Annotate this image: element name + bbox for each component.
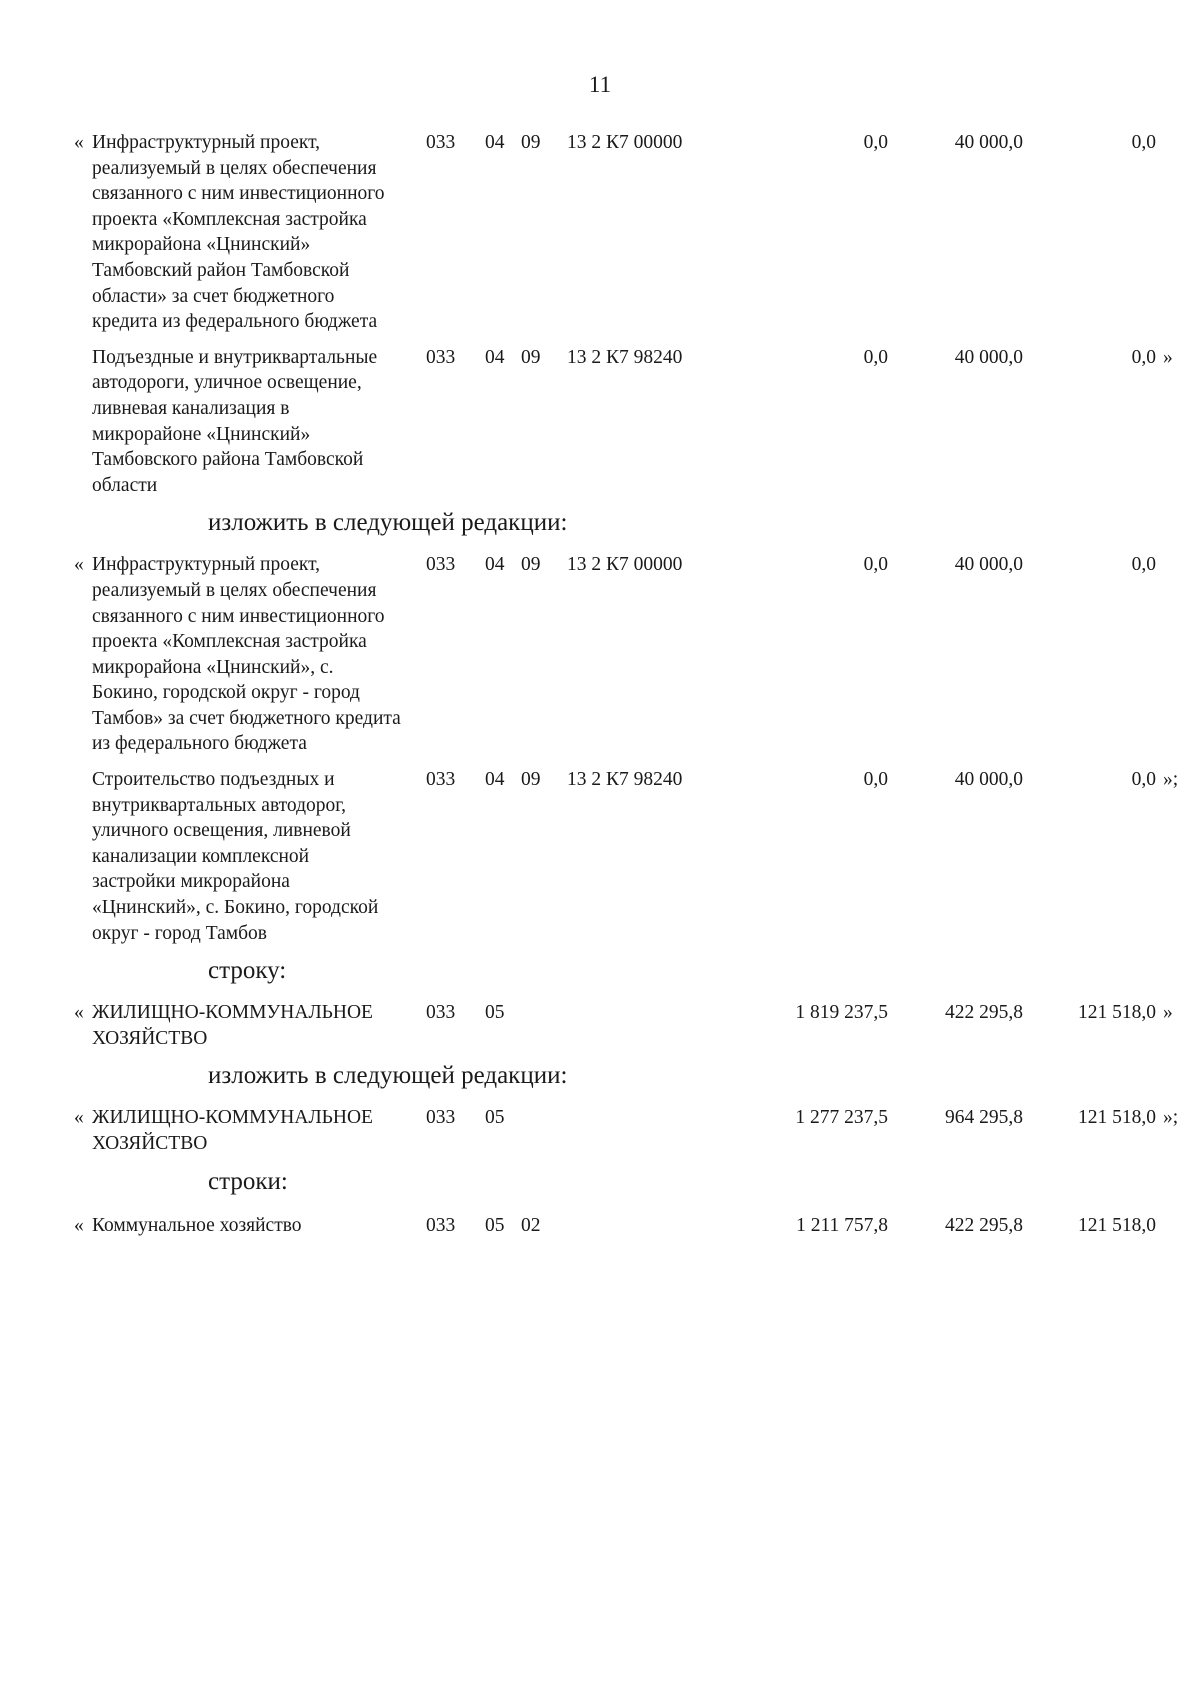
cell-amount-year2: 40 000,0 xyxy=(954,132,1023,153)
cell-section: 04 xyxy=(485,769,505,791)
budget-amendments xyxy=(0,130,1200,1238)
page-number: 11 xyxy=(588,72,612,97)
opening-quote: « xyxy=(74,1214,84,1236)
cell-amount-year3: 121 518,0 xyxy=(1078,1107,1156,1129)
table-row xyxy=(0,1105,1200,1156)
cell-subsection: 09 xyxy=(521,769,541,791)
instruction-text: строку: xyxy=(208,957,287,985)
cell-amount-year2: 422 295,8 xyxy=(945,1002,1023,1024)
cell-subsection: 09 xyxy=(521,132,541,153)
cell-amount-year2: 40 000,0 xyxy=(954,769,1023,791)
cell-subsection: 09 xyxy=(521,554,541,576)
closing-quote: » xyxy=(1163,346,1173,368)
cell-grbs: 033 xyxy=(426,132,456,153)
table-row xyxy=(0,345,1200,499)
cell-amount-year3: 0,0 xyxy=(1131,554,1156,576)
instruction-text: строки: xyxy=(208,1167,288,1195)
table-row xyxy=(0,1000,1200,1051)
cell-amount-year2: 40 000,0 xyxy=(954,346,1023,368)
cell-amount-year1: 0,0 xyxy=(863,769,888,791)
cell-amount-year3: 0,0 xyxy=(1131,132,1156,153)
opening-quote: « xyxy=(74,1107,84,1129)
cell-section: 04 xyxy=(485,554,505,576)
cell-amount-year3: 121 518,0 xyxy=(1078,1002,1156,1024)
cell-item-name: Коммунальное хозяйство xyxy=(92,1214,302,1236)
cell-subsection: 09 xyxy=(521,346,541,368)
cell-subsection: 02 xyxy=(521,1214,541,1236)
cell-amount-year3: 121 518,0 xyxy=(1078,1214,1156,1236)
opening-quote: « xyxy=(74,554,84,576)
cell-section: 05 xyxy=(485,1002,505,1024)
closing-quote: »; xyxy=(1163,769,1179,791)
instruction-text: изложить в следующей редакции: xyxy=(208,1062,568,1090)
cell-section: 04 xyxy=(485,132,505,153)
opening-quote: « xyxy=(74,1002,84,1024)
table-row xyxy=(0,1213,1200,1239)
cell-item-name: Строительство подъездных и внутриквартальных автодорог, уличного освещения, ливневой канализации комплексной застройки микрорайона «Цнинский», с. Бокино, городской округ - город Тамбов xyxy=(92,769,379,944)
cell-section: 05 xyxy=(485,1214,505,1236)
cell-grbs: 033 xyxy=(426,1002,456,1024)
cell-amount-year1: 0,0 xyxy=(863,346,888,368)
cell-target-article: 13 2 К7 00000 xyxy=(567,554,683,576)
cell-amount-year2: 422 295,8 xyxy=(945,1214,1023,1236)
cell-section: 05 xyxy=(485,1107,505,1129)
table-row xyxy=(0,552,1200,757)
cell-item-name: Подъездные и внутриквартальные автодороги, уличное освещение, ливневая канализация в микрорайоне «Цнинский» Тамбовского района Тамбовской области xyxy=(92,346,378,496)
closing-quote: » xyxy=(1163,1002,1173,1024)
table-row xyxy=(0,767,1200,946)
cell-item-name: ЖИЛИЩНО-КОММУНАЛЬНОЕ ХОЗЯЙСТВО xyxy=(92,1107,373,1154)
cell-item-name: ЖИЛИЩНО-КОММУНАЛЬНОЕ ХОЗЯЙСТВО xyxy=(92,1002,373,1049)
cell-target-article: 13 2 К7 00000 xyxy=(567,132,683,153)
cell-grbs: 033 xyxy=(426,1107,456,1129)
cell-amount-year3: 0,0 xyxy=(1131,346,1156,368)
cell-amount-year3: 0,0 xyxy=(1131,769,1156,791)
cell-grbs: 033 xyxy=(426,554,456,576)
cell-target-article: 13 2 К7 98240 xyxy=(567,769,683,791)
cell-grbs: 033 xyxy=(426,346,456,368)
cell-item-name: Инфраструктурный проект, реализуемый в целях обеспечения связанного с ним инвестиционного проекта «Комплексная застройка микрорайона «Цнинский» Тамбовский район Тамбовской области» за счет бюджетного кредита из федерального бюджета xyxy=(92,132,385,333)
instruction-text: изложить в следующей редакции: xyxy=(208,509,568,537)
cell-grbs: 033 xyxy=(426,1214,456,1236)
opening-quote: « xyxy=(74,132,84,153)
cell-amount-year2: 40 000,0 xyxy=(954,554,1023,576)
cell-grbs: 033 xyxy=(426,769,456,791)
closing-quote: »; xyxy=(1163,1107,1179,1129)
table-row xyxy=(0,130,1200,335)
cell-amount-year1: 0,0 xyxy=(863,554,888,576)
cell-amount-year1: 0,0 xyxy=(863,132,888,153)
cell-amount-year2: 964 295,8 xyxy=(945,1107,1023,1129)
cell-target-article: 13 2 К7 98240 xyxy=(567,346,683,368)
cell-amount-year1: 1 819 237,5 xyxy=(795,1002,888,1024)
cell-amount-year1: 1 277 237,5 xyxy=(795,1107,888,1129)
cell-item-name: Инфраструктурный проект, реализуемый в целях обеспечения связанного с ним инвестиционного проекта «Комплексная застройка микрорайона «Цнинский», с. Бокино, городской округ - город Тамбов» за счет бюджетного кредита из федерального бюджета xyxy=(92,554,401,755)
cell-section: 04 xyxy=(485,346,505,368)
cell-amount-year1: 1 211 757,8 xyxy=(796,1214,888,1236)
